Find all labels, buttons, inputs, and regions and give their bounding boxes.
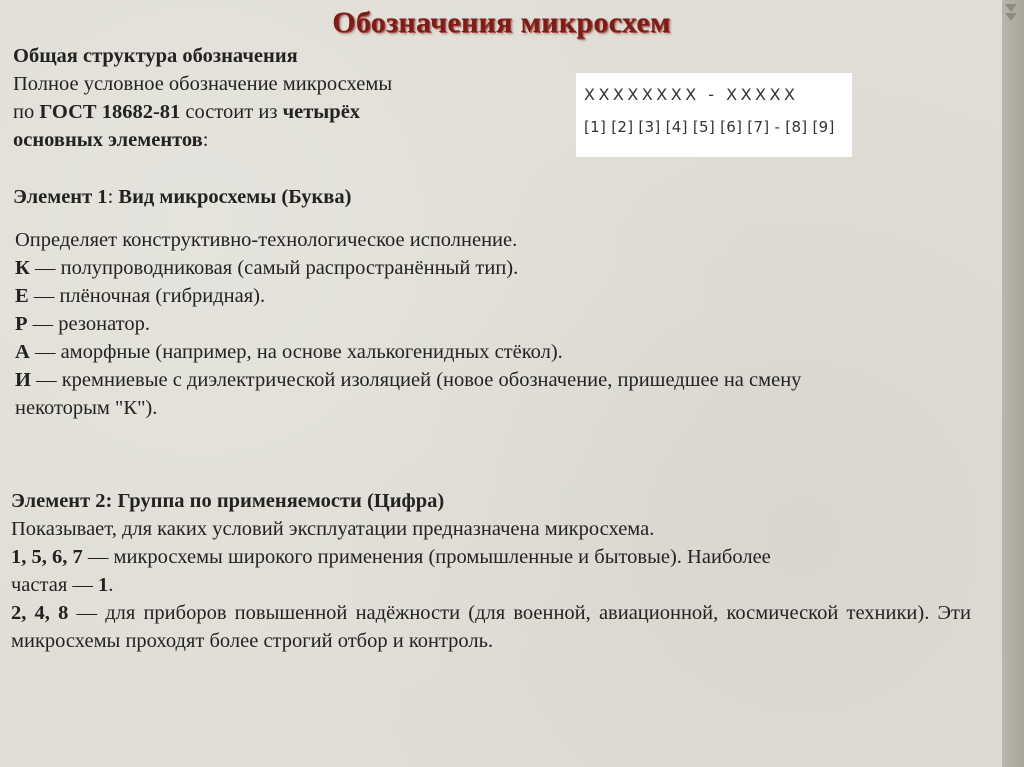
list-item	[15, 310, 1005, 338]
item-code: А	[15, 341, 30, 363]
list-item	[15, 282, 1005, 310]
element1-lead: Определяет конструктивно-технологическое исполнение.	[15, 229, 518, 251]
element2-para-1	[11, 543, 971, 571]
item-text: — полупроводниковая (самый распространённый тип).	[29, 257, 519, 279]
element2-text-wide: — микросхемы широкого применения (промышленные и бытовые). Наиболее	[82, 546, 771, 568]
element2-heading: Элемент 2: Группа по применяемости (Цифра)	[11, 490, 445, 512]
intro-line-1: Полное условное обозначение микросхемы	[13, 73, 393, 95]
element2-block	[11, 487, 971, 655]
element1-body	[15, 226, 1005, 422]
element2-text-reliable: — для приборов повышенной надёжности (для военной, авиационной, космической техники). Эти микросхемы проходят более строгий отбор и контроль.	[11, 602, 971, 652]
list-item	[15, 338, 1005, 366]
list-item	[15, 366, 1005, 394]
element1-label: Элемент 1	[13, 186, 108, 208]
element2-para-1-tail	[11, 571, 971, 599]
item-text: — резонатор.	[27, 313, 150, 335]
item-code: Е	[15, 285, 29, 307]
element1-heading	[13, 183, 351, 211]
intro-line-2-a: по	[13, 101, 40, 123]
intro-heading: Общая структура обозначения	[13, 45, 298, 67]
slide-title: Обозначения микросхем	[332, 6, 671, 39]
item-code: И	[15, 369, 31, 391]
gost-number: ГОСТ 18682-81	[39, 101, 181, 123]
slide-edge-decoration	[1002, 0, 1024, 767]
element2-codes-wide: 1, 5, 6, 7	[11, 546, 83, 568]
corner-arrow-icon	[1002, 2, 1020, 24]
intro-line-2-c: состоит из	[180, 101, 283, 123]
element1-sep: :	[107, 186, 119, 208]
list-item	[15, 254, 1005, 282]
intro-four: четырёх	[282, 101, 361, 123]
element1-title: Вид микросхемы (Буква)	[118, 186, 352, 208]
element2-lead: Показывает, для каких условий эксплуатации предназначена микросхема.	[11, 518, 655, 540]
element2-codes-reliable: 2, 4, 8	[11, 602, 69, 624]
item-code: Р	[15, 313, 28, 335]
item-code: К	[15, 257, 30, 279]
intro-main-elements: основных элементов	[13, 129, 203, 151]
formula-positions: [1] [2] [3] [4] [5] [6] [7] - [8] [9]	[584, 118, 835, 136]
item-text: — кремниевые с диэлектрической изоляцией (новое обозначение, пришедшее на смену	[30, 369, 802, 391]
intro-line-3	[13, 126, 533, 154]
intro-line-2	[13, 98, 533, 126]
item-text: — плёночная (гибридная).	[28, 285, 266, 307]
formula-pattern: XXXXXXXX - XXXXX	[584, 85, 799, 104]
element2-tail-code: 1	[98, 574, 109, 596]
item-text: — аморфные (например, на основе халькогенидных стёкол).	[29, 341, 563, 363]
element2-tail-a: частая —	[11, 574, 98, 596]
designation-formula-image	[576, 73, 852, 157]
element2-para-2	[11, 599, 971, 655]
element2-tail-c: .	[108, 574, 114, 596]
intro-colon: :	[202, 129, 209, 151]
intro-block	[13, 42, 533, 154]
element1-tail: некоторым "К").	[15, 397, 158, 419]
